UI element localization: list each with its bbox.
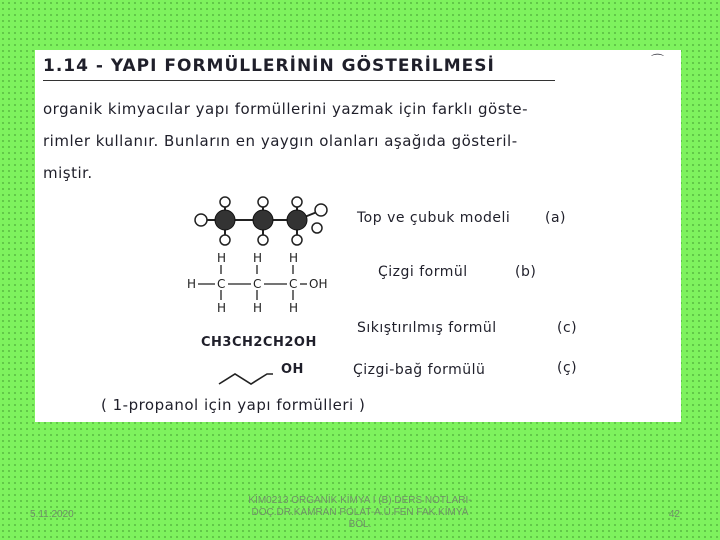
intro-line-2: rimler kullanır. Bunların en yaygın olanları aşağıda gösteril- [43,132,518,150]
intro-line-3: miştir. [43,164,93,182]
oh-group-label: OH [281,362,304,377]
condensed-formula: CH3CH2CH2OH [201,335,317,350]
code-ball-and-stick: (a) [545,210,567,226]
intro-line-1: organik kimyacılar yapı formüllerini yazmak için farklı göste- [43,100,529,118]
note-title: 1.14 - YAPI FORMÜLLERİNİN GÖSTERİLMESİ [43,56,495,76]
svg-text:H: H [217,251,227,265]
bond-line-formula-drawing [217,366,287,388]
code-condensed-formula: (c) [557,320,578,336]
label-ball-and-stick: Top ve çubuk modeli [357,210,511,226]
svg-text:C: C [217,277,226,291]
svg-text:H: H [217,301,227,315]
corner-mark: ⌒ [651,54,665,69]
label-bond-line-formula: Çizgi-bağ formülü [353,362,486,378]
code-line-formula: (b) [515,264,537,280]
svg-text:OH: OH [309,277,328,291]
structural-formula-drawing [187,250,347,315]
footer-date: 5.11.2020 [30,509,74,520]
footer-course-info: KİM0213 ORGANİK KİMYA I (B) DERS NOTLARI-DOÇ.DR.KAMRAN POLAT-A.Ü.FEN FAK.KİMYA BÖL. [248,495,472,530]
ball-and-stick-model [185,198,335,248]
label-line-formula: Çizgi formül [378,264,468,280]
svg-text:H: H [289,251,299,265]
svg-text:C: C [289,277,298,291]
svg-text:H: H [187,277,197,291]
svg-text:H: H [253,301,263,315]
code-bond-line-formula: (ç) [557,360,578,376]
note-caption: ( 1-propanol için yapı formülleri ) [101,396,366,414]
footer-page-number: 42 [668,509,680,520]
svg-text:C: C [253,277,262,291]
handwritten-note-image [35,50,681,422]
label-condensed-formula: Sıkıştırılmış formül [357,320,497,336]
title-underline [43,80,555,81]
svg-text:H: H [253,251,263,265]
svg-text:H: H [289,301,299,315]
